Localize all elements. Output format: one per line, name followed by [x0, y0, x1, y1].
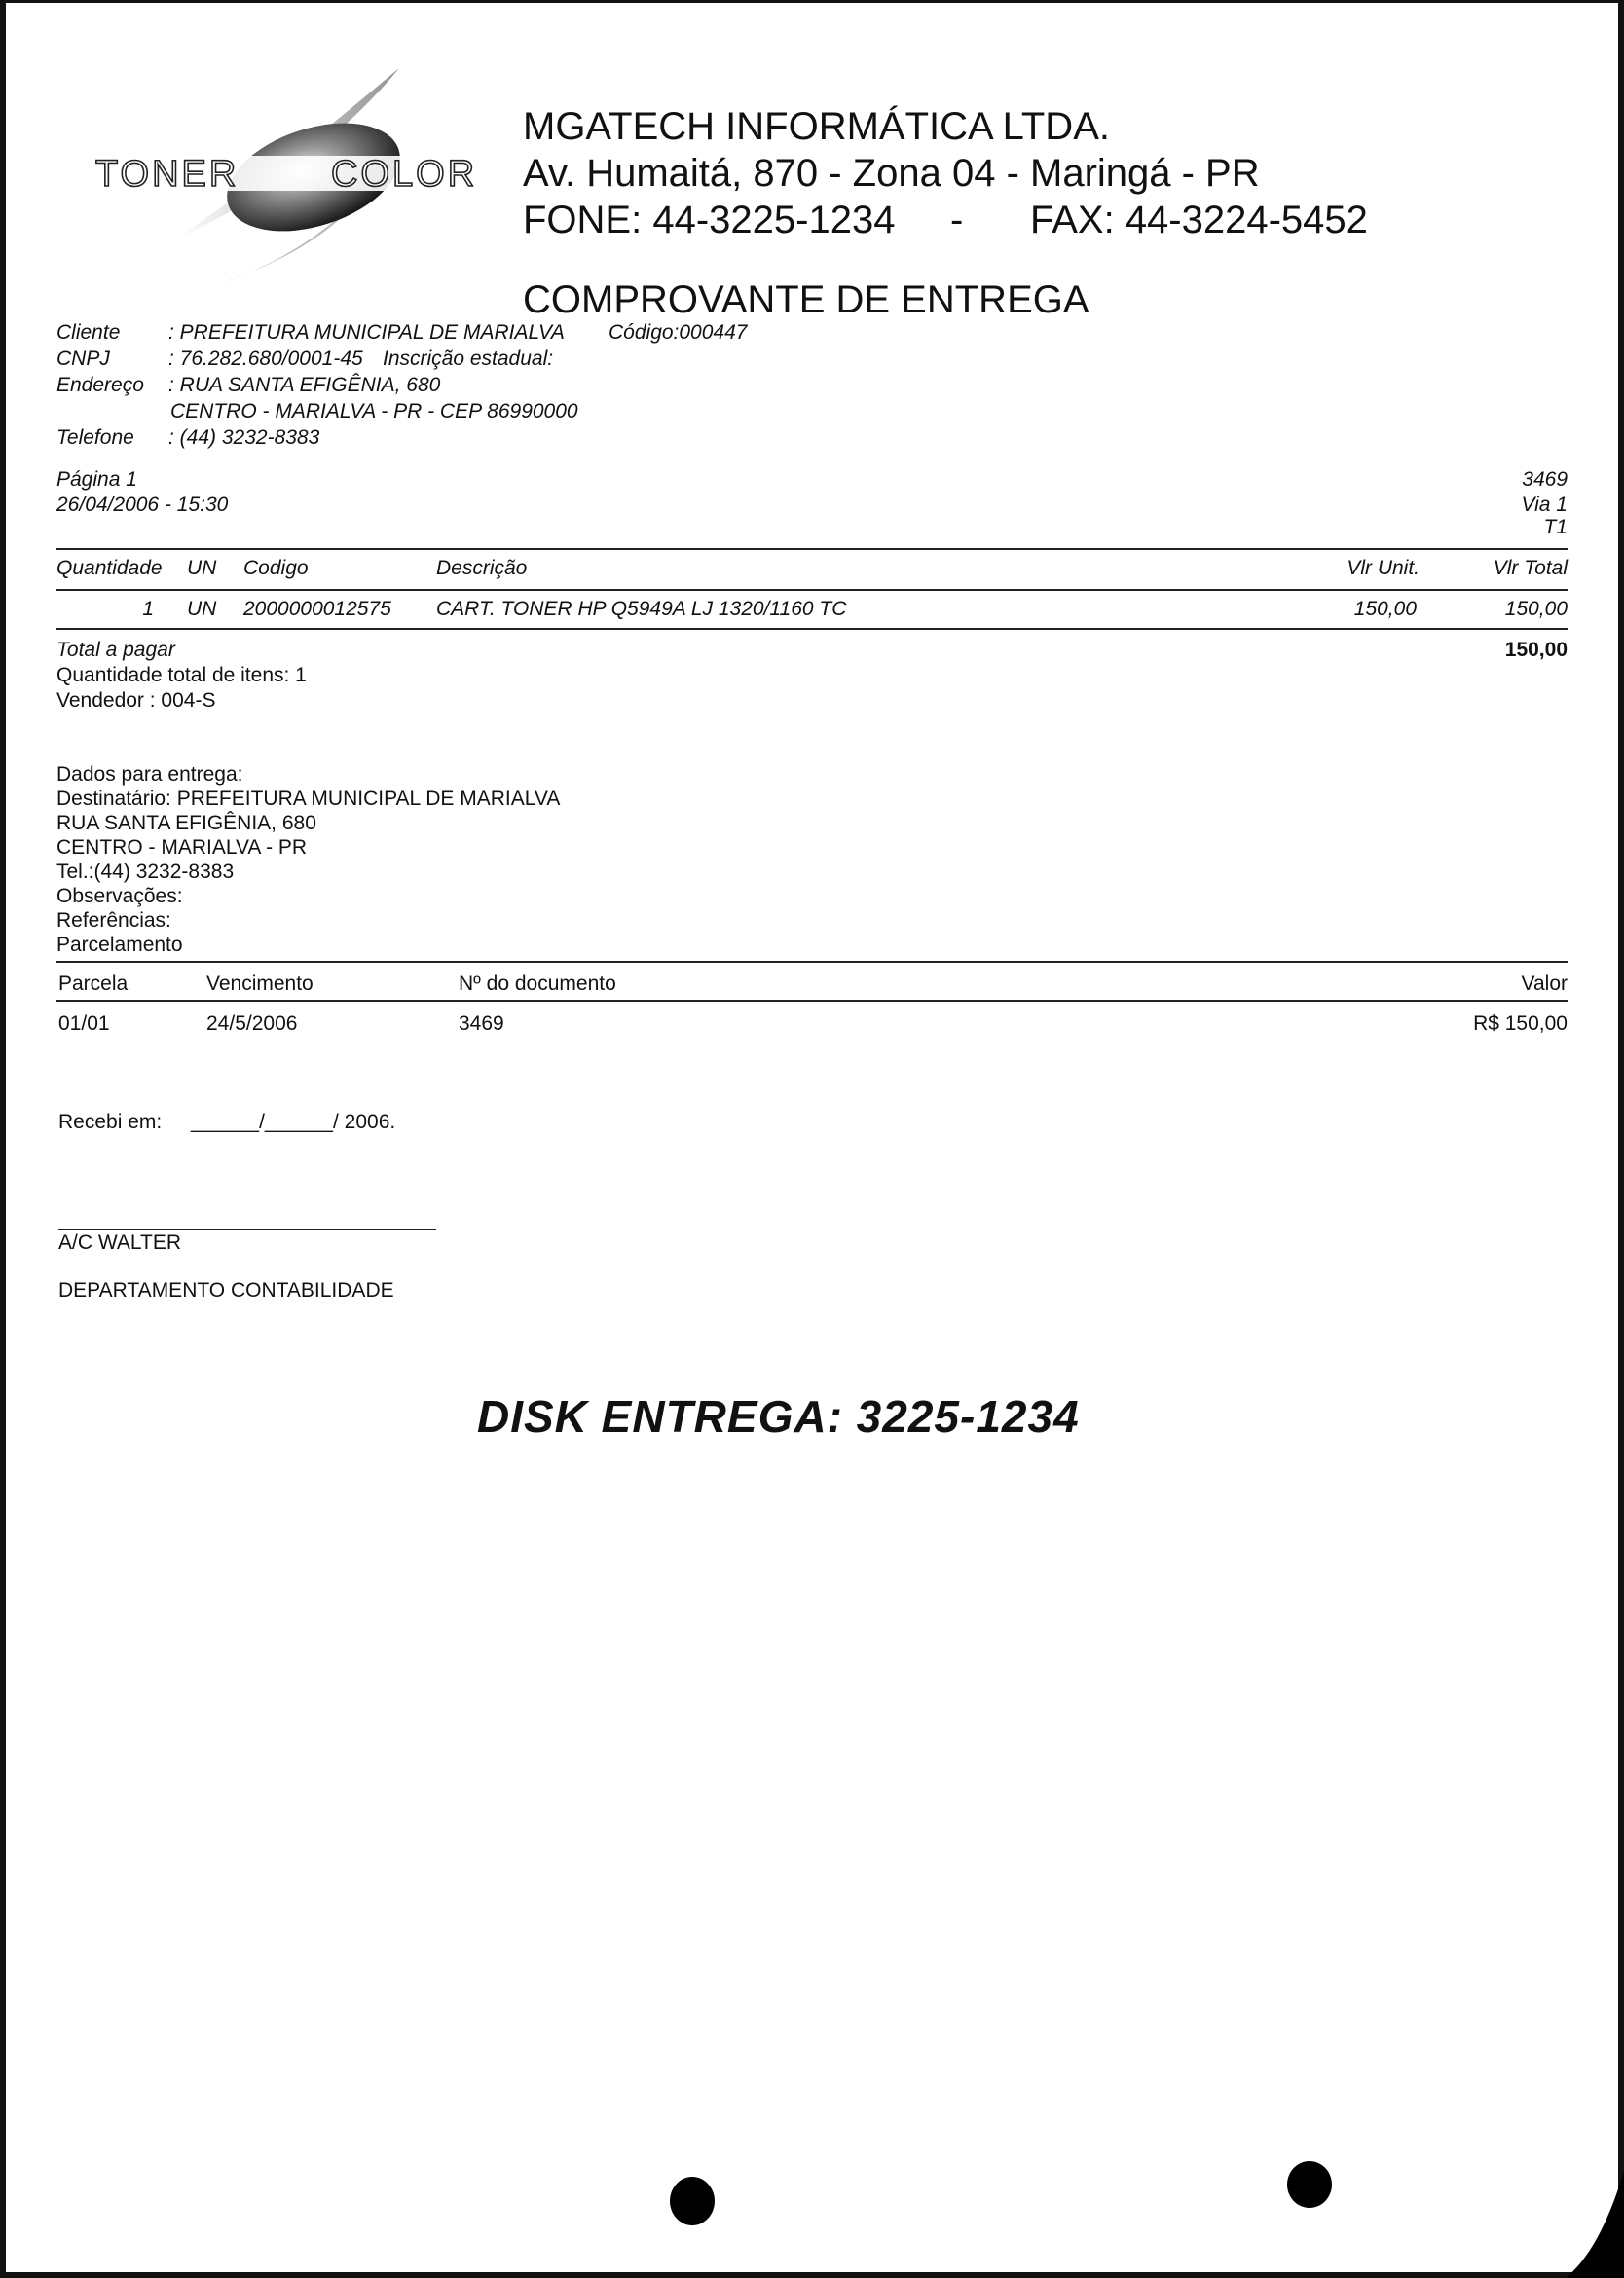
row-vencimento: 24/5/2006 — [206, 1012, 298, 1035]
delivery-tel: Tel.:(44) 3232-8383 — [56, 861, 235, 883]
delivery-parcelamento: Parcelamento — [56, 934, 183, 956]
delivery-address: RUA SANTA EFIGÊNIA, 680 — [56, 812, 316, 834]
row-quantidade: 1 — [142, 598, 154, 620]
col-descricao: Descrição — [436, 557, 528, 579]
issue-datetime: 26/04/2006 - 15:30 — [56, 494, 229, 516]
installments-top-rule — [56, 961, 1568, 963]
items-table-bottom-rule — [56, 628, 1568, 630]
cnpj-value: : 76.282.680/0001-45 — [168, 348, 363, 370]
col-documento: Nº do documento — [459, 973, 616, 995]
document-title: COMPROVANTE DE ENTREGA — [523, 278, 1089, 321]
company-fax: FAX: 44-3224-5452 — [1030, 199, 1368, 241]
row-codigo: 2000000012575 — [243, 598, 391, 620]
row-vlr-unit: 150,00 — [1353, 598, 1417, 620]
col-quantidade: Quantidade — [56, 557, 163, 579]
recebi-em-label: Recebi em: — [58, 1111, 163, 1133]
endereco-label: Endereço — [56, 374, 144, 396]
delivery-destinatario: Destinatário: PREFEITURA MUNICIPAL DE MARIALVA — [56, 788, 561, 810]
signature-departamento: DEPARTAMENTO CONTABILIDADE — [58, 1279, 394, 1302]
row-descricao: CART. TONER HP Q5949A LJ 1320/1160 TC — [436, 598, 847, 620]
installments-header-rule — [56, 1000, 1568, 1002]
col-parcela: Parcela — [58, 973, 129, 995]
col-un: UN — [187, 557, 217, 579]
col-vencimento: Vencimento — [206, 973, 314, 995]
quantidade-total: Quantidade total de itens: 1 — [56, 664, 307, 686]
scan-hole-right — [1287, 2161, 1332, 2208]
scan-hole-left — [670, 2177, 715, 2225]
row-valor: R$ 150,00 — [1473, 1012, 1568, 1035]
endereco-value: : RUA SANTA EFIGÊNIA, 680 — [168, 374, 441, 396]
inscricao-estadual: Inscrição estadual: — [383, 348, 554, 370]
document-number: 3469 — [1522, 468, 1568, 491]
total-value: 150,00 — [1504, 639, 1568, 661]
toner-color-logo — [49, 58, 535, 302]
cliente-value: : PREFEITURA MUNICIPAL DE MARIALVA — [168, 321, 565, 344]
via-label: Via 1 — [1521, 494, 1568, 516]
row-parcela: 01/01 — [58, 1012, 110, 1035]
company-address: Av. Humaitá, 870 - Zona 04 - Maringá - PR — [523, 152, 1260, 195]
col-valor: Valor — [1521, 973, 1568, 995]
total-label: Total a pagar — [56, 639, 175, 661]
delivery-referencias: Referências: — [56, 909, 171, 932]
cliente-label: Cliente — [56, 321, 121, 344]
company-name: MGATECH INFORMÁTICA LTDA. — [523, 105, 1110, 148]
telefone-label: Telefone — [56, 426, 134, 449]
col-vlr-total: Vlr Total — [1493, 557, 1568, 579]
telefone-value: : (44) 3232-8383 — [168, 426, 320, 449]
row-un: UN — [187, 598, 217, 620]
col-vlr-unit: Vlr Unit. — [1347, 557, 1420, 579]
delivery-city: CENTRO - MARIALVA - PR — [56, 836, 308, 859]
signature-ac: A/C WALTER — [58, 1231, 182, 1254]
recebi-em-date: ______/______/ 2006. — [191, 1111, 396, 1133]
cnpj-label: CNPJ — [56, 348, 110, 370]
t-label: T1 — [1543, 516, 1568, 538]
col-codigo: Codigo — [243, 557, 309, 579]
client-codigo: Código:000447 — [609, 321, 748, 344]
company-dash: - — [950, 199, 964, 241]
logo-left-word: TONER — [95, 154, 240, 195]
row-vlr-total: 150,00 — [1504, 598, 1568, 620]
delivery-heading: Dados para entrega: — [56, 763, 243, 786]
disk-entrega-banner: DISK ENTREGA: 3225-1234 — [477, 1391, 1080, 1442]
scan-corner-fold — [1566, 2171, 1624, 2278]
company-phone: FONE: 44-3225-1234 — [523, 199, 896, 241]
page-number: Página 1 — [56, 468, 137, 491]
items-table-header-rule — [56, 589, 1568, 591]
logo-right-word: COLOR — [331, 154, 478, 195]
delivery-observacoes: Observações: — [56, 885, 183, 907]
endereco-line2: CENTRO - MARIALVA - PR - CEP 86990000 — [170, 400, 578, 423]
row-documento: 3469 — [459, 1012, 504, 1035]
signature-line — [58, 1229, 436, 1230]
items-table-top-rule — [56, 548, 1568, 550]
client-block — [56, 319, 933, 456]
vendedor: Vendedor : 004-S — [56, 689, 216, 712]
